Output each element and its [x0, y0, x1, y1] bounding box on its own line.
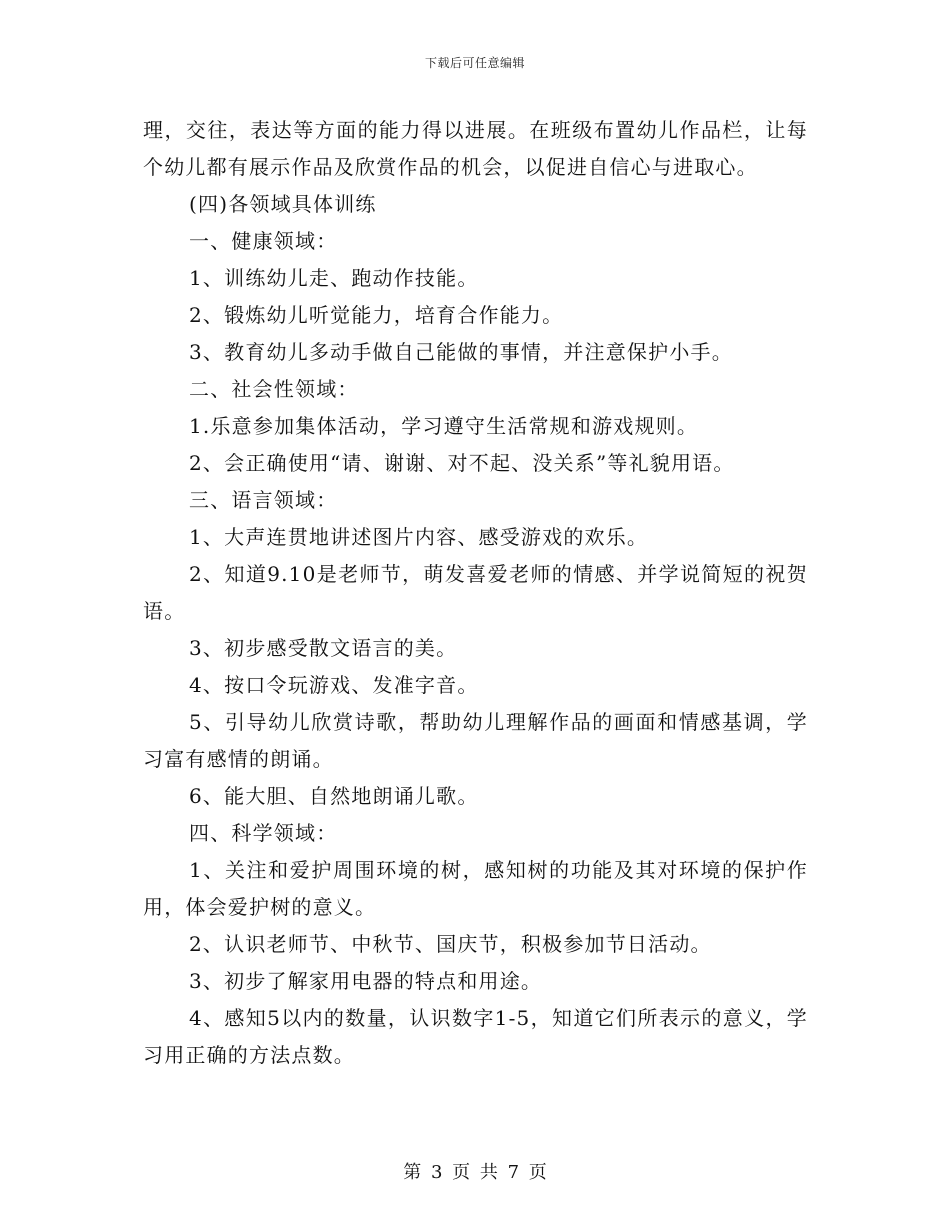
list-item: 4、感知5以内的数量，认识数字1-5，知道它们所表示的意义，学习用正确的方法点数。: [143, 1006, 808, 1067]
list-item: 6、能大胆、自然地朗诵儿歌。: [189, 784, 479, 808]
section-heading: (四)各领域具体训练: [189, 192, 377, 216]
page-number-footer: 第 3 页 共 7 页: [403, 1162, 547, 1183]
list-item: 2、认识老师节、中秋节、国庆节，积极参加节日活动。: [189, 932, 712, 956]
subsection-heading-language: 三、语言领域：: [189, 488, 338, 512]
list-item: 3、教育幼儿多动手做自己能做的事情，并注意保护小手。: [189, 340, 733, 364]
subsection-heading-health: 一、健康领域：: [189, 229, 338, 253]
list-item: 3、初步了解家用电器的特点和用途。: [189, 969, 543, 993]
list-item: 4、按口令玩游戏、发准字音。: [189, 673, 479, 697]
list-item: 1、训练幼儿走、跑动作技能。: [189, 266, 479, 290]
list-item: 2、锻炼幼儿听觉能力，培育合作能力。: [189, 303, 564, 327]
list-item: 1.乐意参加集体活动，学习遵守生活常规和游戏规则。: [189, 414, 699, 438]
document-body: [143, 112, 808, 1074]
list-item: 5、引导幼儿欣赏诗歌，帮助幼儿理解作品的画面和情感基调，学习富有感情的朗诵。: [143, 710, 808, 771]
list-item: 1、关注和爱护周围环境的树，感知树的功能及其对环境的保护作用，体会爱护树的意义。: [143, 858, 808, 919]
list-item: 2、会正确使用“请、谢谢、对不起、没关系”等礼貌用语。: [189, 451, 735, 475]
subsection-heading-social: 二、社会性领域：: [189, 377, 359, 401]
subsection-heading-science: 四、科学领域：: [189, 821, 338, 845]
list-item: 3、初步感受散文语言的美。: [189, 636, 458, 660]
paragraph: 理，交往，表达等方面的能力得以进展。在班级布置幼儿作品栏，让每个幼儿都有展示作品及欣赏作品的机会，以促进自信心与进取心。: [143, 118, 808, 179]
list-item: 1、大声连贯地讲述图片内容、感受游戏的欢乐。: [189, 525, 649, 549]
list-item: 2、知道9.10是老师节，萌发喜爱老师的情感、并学说简短的祝贺语。: [143, 562, 808, 623]
page-header-note: 下载后可任意编辑: [424, 56, 525, 70]
